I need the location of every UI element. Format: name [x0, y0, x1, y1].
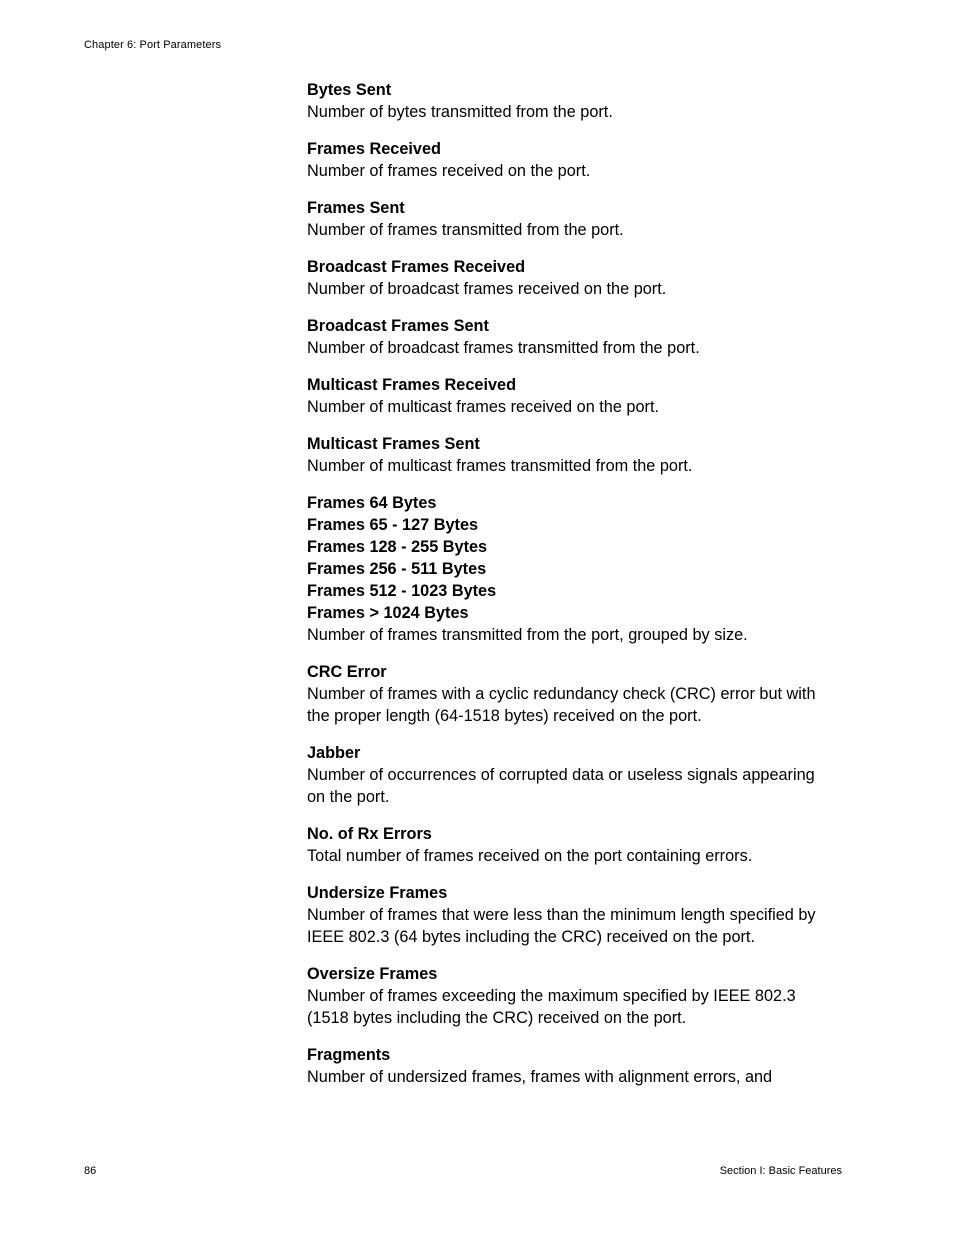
definition-term: Fragments	[307, 1046, 391, 1064]
definition-entry	[307, 492, 827, 646]
definition-term: Multicast Frames Sent	[307, 435, 480, 453]
definition-description: Number of frames transmitted from the port.	[307, 221, 624, 239]
definition-term: Frames 128 - 255 Bytes	[307, 538, 488, 556]
definition-entry	[307, 197, 827, 241]
definition-description: Number of broadcast frames received on the port.	[307, 280, 667, 298]
definition-term: Bytes Sent	[307, 81, 392, 99]
running-head: Chapter 6: Port Parameters	[84, 39, 222, 51]
definition-entry	[307, 882, 827, 948]
definition-description: Number of multicast frames received on the port.	[307, 398, 660, 416]
definition-entry	[307, 79, 827, 123]
definition-description: Number of frames with a cyclic redundancy check (CRC) error but with the proper length (64-1518 bytes) received on the port.	[307, 685, 816, 725]
definition-description: Number of broadcast frames transmitted from the port.	[307, 339, 700, 357]
definition-term: Undersize Frames	[307, 884, 448, 902]
definition-entry	[307, 374, 827, 418]
definition-term: Frames 256 - 511 Bytes	[307, 560, 487, 578]
definition-description: Number of occurrences of corrupted data or useless signals appearing on the port.	[307, 766, 815, 806]
page-number: 86	[84, 1165, 97, 1177]
definition-entry	[307, 963, 827, 1029]
definition-term: Frames > 1024 Bytes	[307, 604, 469, 622]
definition-entry	[307, 1044, 827, 1088]
definition-term: Broadcast Frames Sent	[307, 317, 489, 335]
definition-description: Number of bytes transmitted from the port.	[307, 103, 613, 121]
definition-term: Frames 64 Bytes	[307, 494, 437, 512]
definition-entry	[307, 661, 827, 727]
definition-term: Oversize Frames	[307, 965, 438, 983]
definition-entry	[307, 742, 827, 808]
definition-entry	[307, 138, 827, 182]
definition-description: Number of frames received on the port.	[307, 162, 591, 180]
definition-entry	[307, 433, 827, 477]
definition-description: Number of frames exceeding the maximum specified by IEEE 802.3 (1518 bytes including the CRC) received on the port.	[307, 987, 796, 1027]
definition-entry	[307, 256, 827, 300]
definition-description: Number of undersized frames, frames with alignment errors, and	[307, 1068, 773, 1086]
definition-term: Jabber	[307, 744, 361, 762]
section-name: Section I: Basic Features	[719, 1165, 842, 1177]
definition-description: Number of frames transmitted from the port, grouped by size.	[307, 626, 748, 644]
definition-description: Number of multicast frames transmitted from the port.	[307, 457, 693, 475]
definition-term: Frames Received	[307, 140, 441, 158]
definition-term: No. of Rx Errors	[307, 825, 432, 843]
definition-term: Frames Sent	[307, 199, 405, 217]
definition-list	[307, 79, 827, 1103]
definition-term: CRC Error	[307, 663, 387, 681]
definition-description: Total number of frames received on the port containing errors.	[307, 847, 753, 865]
definition-term: Broadcast Frames Received	[307, 258, 526, 276]
definition-description: Number of frames that were less than the minimum length specified by IEEE 802.3 (64 bytes including the CRC) received on the port.	[307, 906, 816, 946]
definition-term: Multicast Frames Received	[307, 376, 517, 394]
definition-term: Frames 512 - 1023 Bytes	[307, 582, 497, 600]
definition-entry	[307, 823, 827, 867]
definition-entry	[307, 315, 827, 359]
definition-term: Frames 65 - 127 Bytes	[307, 516, 479, 534]
